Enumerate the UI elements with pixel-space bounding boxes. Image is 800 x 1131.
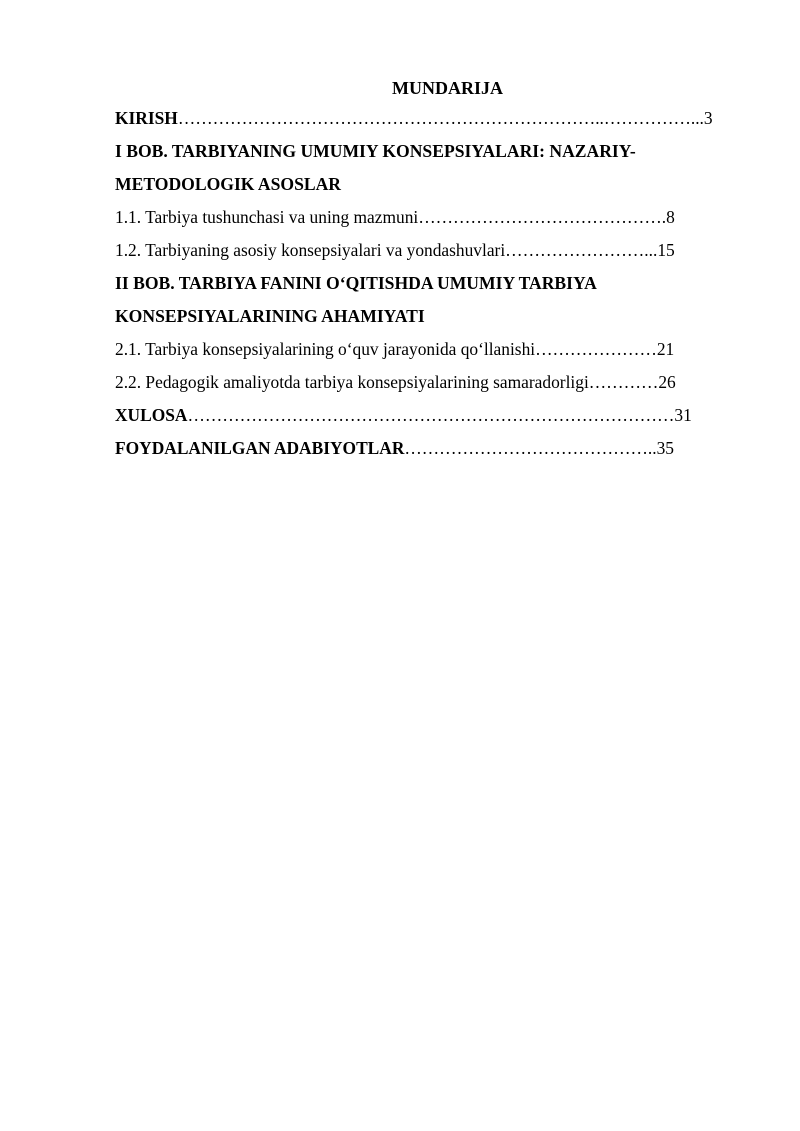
toc-chapter-2-heading-line-1: II BOB. TARBIYA FANINI O‘QITISHDA UMUMIY TARBIYA: [115, 273, 597, 293]
toc-page-number: 3: [703, 108, 713, 128]
table-of-contents: [115, 74, 722, 465]
toc-page-number: 8: [666, 207, 675, 227]
toc-entry-kirish: [115, 102, 722, 135]
toc-entry-text: FOYDALANILGAN ADABIYOTLAR: [115, 438, 405, 458]
toc-entry-text: XULOSA: [115, 405, 188, 425]
toc-entry-adabiyotlar: [115, 432, 722, 465]
toc-page-number: 15: [657, 240, 675, 260]
toc-chapter-1-heading-line-2: METODOLOGIK ASOSLAR: [115, 174, 342, 194]
toc-entry-2-1: [115, 333, 722, 366]
toc-title: MUNDARIJA: [392, 78, 503, 98]
toc-page-number: 35: [656, 438, 674, 458]
toc-leader-dots: …………: [588, 372, 659, 392]
toc-entry-1-2: [115, 234, 722, 267]
toc-leader-dots: …………………: [535, 339, 657, 359]
toc-page-number: 21: [656, 339, 675, 359]
toc-entry-xulosa: [115, 399, 722, 432]
toc-page-number: 31: [674, 405, 692, 425]
toc-entry-text: 2.1. Tarbiya konsepsiyalarining o‘quv jarayonida qo‘llanishi: [115, 339, 536, 359]
toc-entry-text: 1.1. Tarbiya tushunchasi va uning mazmuni: [115, 207, 419, 227]
toc-chapter-1-heading-line-1: I BOB. TARBIYANING UMUMIY KONSEPSIYALARI: NAZARIY-: [115, 141, 636, 161]
toc-leader-dots: ……………………………………..: [404, 438, 657, 458]
toc-entry-text: KIRISH: [115, 108, 178, 128]
toc-entry-text: 1.2. Tarbiyaning asosiy konsepsiyalari va yondashuvlari: [115, 240, 506, 260]
toc-entry-text: 2.2. Pedagogik amaliyotda tarbiya konsepsiyalarining samaradorligi: [115, 372, 589, 392]
toc-chapter-2-heading-line-2: KONSEPSIYALARINING AHAMIYATI: [115, 306, 425, 326]
toc-leader-dots: ……………………...: [505, 240, 658, 260]
toc-leader-dots: …………………………………….: [418, 207, 667, 227]
toc-entry-1-1: [115, 201, 722, 234]
toc-page-number: 26: [658, 372, 676, 392]
toc-leader-dots: …………………………………………………………………………: [187, 405, 675, 425]
toc-entry-2-2: [115, 366, 722, 399]
toc-leader-dots: ………………………………………………………………..……………...: [177, 108, 704, 128]
